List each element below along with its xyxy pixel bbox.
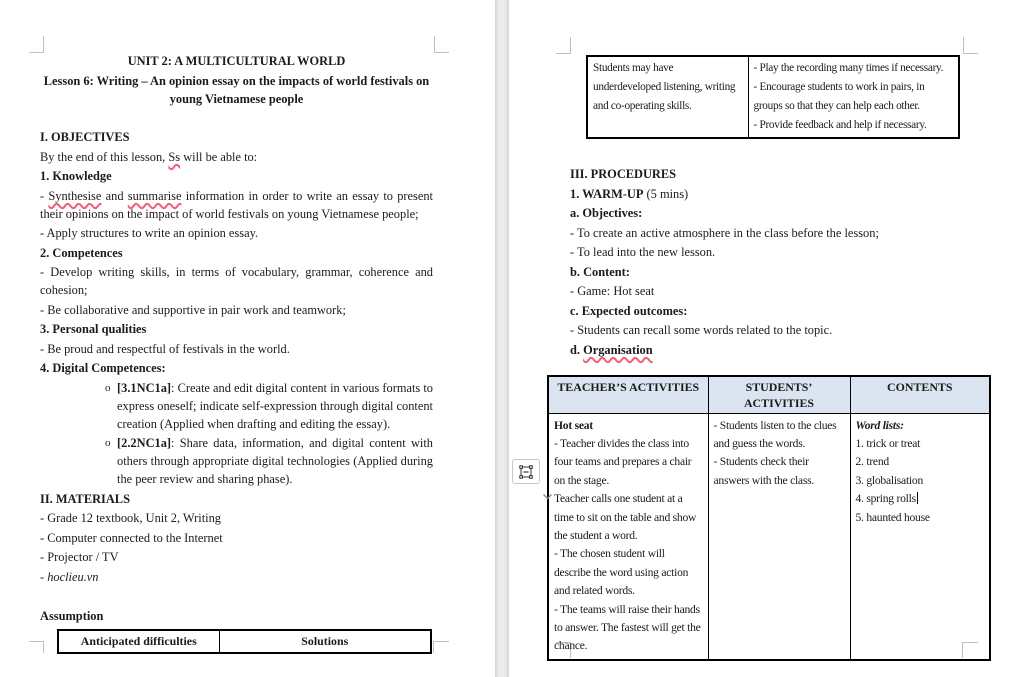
- warmup-outcomes-heading[interactable]: c. Expected outcomes:: [570, 303, 688, 318]
- competences-item[interactable]: - Be collaborative and supportive in pair work and teamwork;: [40, 302, 346, 317]
- solution-item[interactable]: - Provide feedback and help if necessary.: [753, 119, 927, 131]
- margin-crop-mark: [963, 37, 978, 54]
- warmup-objective-item[interactable]: - To lead into the new lesson.: [570, 245, 716, 259]
- warmup-content-heading[interactable]: b. Content:: [570, 264, 630, 279]
- personal-qualities-item[interactable]: - Be proud and respectful of festivals in the world.: [40, 341, 290, 356]
- knowledge-item-2[interactable]: - Apply structures to write an opinion essay.: [40, 226, 259, 240]
- assumption-heading[interactable]: Assumption: [40, 608, 104, 623]
- page-2: [509, 0, 1011, 677]
- warmup-outcome-item[interactable]: - Students can recall some words related to the topic.: [570, 323, 833, 337]
- word-list-item[interactable]: 5. haunted house: [855, 510, 930, 524]
- text: and: [101, 188, 128, 203]
- warmup-label: 1. WARM-UP: [570, 186, 644, 201]
- students-activities-header[interactable]: STUDENTS’ ACTIVITIES: [708, 376, 850, 414]
- students-activities-cell[interactable]: [708, 413, 850, 660]
- competence-code: [3.1NC1a]: [117, 380, 172, 395]
- page-1: [0, 0, 496, 677]
- margin-crop-mark: [433, 641, 449, 653]
- competence-text: : Share data, information, and digital content with others through appropriate digital technologies (Applied during the peer review and sharing phase).: [117, 436, 433, 486]
- solutions-cell[interactable]: [748, 56, 959, 138]
- margin-crop-mark: [434, 36, 449, 53]
- bullet-marker: o: [105, 437, 111, 449]
- materials-heading[interactable]: II. MATERIALS: [40, 491, 130, 506]
- teacher-activities-header[interactable]: TEACHER’S ACTIVITIES: [548, 376, 708, 414]
- word-list-item[interactable]: 1. trick or treat: [855, 436, 921, 450]
- warmup-content-item[interactable]: - Game: Hot seat: [570, 284, 655, 298]
- page-separator: [495, 0, 509, 677]
- assumption-table-header-difficulties[interactable]: Anticipated difficulties: [58, 630, 219, 653]
- chevron-down-icon[interactable]: [542, 493, 553, 501]
- student-step[interactable]: - Students check their answers with the class.: [713, 455, 815, 487]
- assumption-table-continued[interactable]: [586, 55, 960, 139]
- objectives-heading[interactable]: I. OBJECTIVES: [40, 130, 130, 144]
- materials-item-website[interactable]: - hoclieu.vn: [40, 569, 99, 584]
- intro-text: By the end of this lesson,: [40, 149, 169, 164]
- contents-header[interactable]: CONTENTS: [850, 376, 990, 414]
- object-select-icon: [518, 465, 534, 479]
- word-list-item-text: 4. spring rolls: [855, 492, 916, 506]
- dash: -: [40, 188, 49, 203]
- teacher-step[interactable]: - The teams will raise their hands to answer. The fastest will get the chance.: [554, 602, 701, 653]
- bullet-marker: o: [105, 381, 111, 394]
- word-list-item[interactable]: 3. globalisation: [855, 473, 923, 487]
- doc-subtitle[interactable]: Lesson 6: Writing – An opinion essay on the impacts of world festivals on young Vietnamese people: [43, 73, 430, 106]
- solution-item[interactable]: - Play the recording many times if necessary.: [753, 62, 944, 74]
- misspelled-word[interactable]: Synthesise: [48, 188, 102, 203]
- materials-item[interactable]: - Computer connected to the Internet: [40, 530, 223, 545]
- teacher-step-text: Teacher calls one student at a time to sit on the table and show the student a word.: [554, 492, 697, 542]
- teacher-step[interactable]: - Teacher divides the class into four teams and prepares a chair on the stage.: [554, 436, 692, 487]
- objectives-intro[interactable]: [40, 148, 433, 166]
- organisation-table-body-row: [548, 413, 990, 660]
- student-step[interactable]: - Students listen to the clues and guess the words.: [713, 418, 837, 450]
- blank-line: [40, 110, 433, 128]
- knowledge-heading[interactable]: 1. Knowledge: [40, 169, 112, 183]
- warmup-duration: (5 mins): [643, 186, 689, 201]
- misspelled-word[interactable]: Organisation: [583, 342, 653, 357]
- contents-cell[interactable]: [850, 413, 990, 660]
- competences-item[interactable]: - Develop writing skills, in terms of vocabulary, grammar, coherence and cohesion;: [40, 265, 433, 297]
- misspelled-word[interactable]: summarise: [127, 188, 182, 203]
- materials-item[interactable]: - Projector / TV: [40, 550, 119, 564]
- competence-code: [2.2NC1a]: [117, 436, 172, 450]
- difficulties-cell[interactable]: [587, 56, 748, 138]
- doc-title[interactable]: UNIT 2: A MULTICULTURAL WORLD: [127, 54, 346, 68]
- warmup-objective-item[interactable]: - To create an active atmosphere in the class before the lesson;: [570, 225, 879, 240]
- teacher-step[interactable]: - The chosen student will describe the word using action and related words.: [554, 547, 689, 598]
- margin-crop-mark: [556, 37, 571, 54]
- materials-item[interactable]: - Grade 12 textbook, Unit 2, Writing: [40, 511, 221, 525]
- procedures-heading[interactable]: III. PROCEDURES: [570, 167, 677, 181]
- assumption-table-header-solutions[interactable]: Solutions: [219, 630, 431, 653]
- text-cursor: [917, 492, 919, 504]
- assumption-table[interactable]: [57, 629, 432, 654]
- organisation-table-header-row: [548, 376, 990, 414]
- competence-text: : Create and edit digital content in various formats to express oneself; indicate self-expression through digital content creation (Applied when drafting and editing the essay).: [117, 380, 433, 431]
- intro-text: will be able to:: [180, 149, 258, 164]
- organisation-prefix: d.: [570, 342, 584, 357]
- digital-bullet-1[interactable]: [40, 379, 433, 433]
- teacher-activities-cell[interactable]: [548, 413, 708, 660]
- digital-bullet-2[interactable]: [40, 434, 433, 488]
- personal-qualities-heading[interactable]: 3. Personal qualities: [40, 322, 147, 336]
- warmup-objectives-heading[interactable]: a. Objectives:: [570, 206, 643, 220]
- competences-heading[interactable]: 2. Competences: [40, 245, 123, 260]
- object-select-button[interactable]: [512, 459, 540, 484]
- digital-competences-heading[interactable]: 4. Digital Competences:: [40, 361, 166, 375]
- difficulty-text[interactable]: Students may have underdeveloped listening, writing and co-operating skills.: [593, 62, 736, 112]
- margin-crop-mark: [29, 36, 44, 53]
- organisation-table[interactable]: [547, 375, 991, 661]
- teacher-step-collapsed[interactable]: [554, 490, 703, 545]
- word-lists-title[interactable]: Word lists:: [855, 418, 904, 432]
- warmup-organisation-heading[interactable]: [570, 341, 963, 359]
- warmup-heading[interactable]: [570, 185, 963, 203]
- word-list-item[interactable]: [856, 490, 985, 508]
- misspelled-word[interactable]: Ss: [168, 149, 181, 164]
- word-list-item[interactable]: 2. trend: [855, 455, 889, 469]
- page-2-text-area: [554, 53, 963, 661]
- text: information in order to write an essay to present their opinions on the impact of world festivals on young Vietnamese people;: [40, 188, 433, 221]
- page-1-text-area: [40, 52, 433, 654]
- knowledge-item-1[interactable]: [40, 187, 433, 223]
- solution-item[interactable]: - Encourage students to work in pairs, in groups so that they can help each other.: [753, 81, 925, 112]
- activity-title[interactable]: Hot seat: [554, 418, 593, 432]
